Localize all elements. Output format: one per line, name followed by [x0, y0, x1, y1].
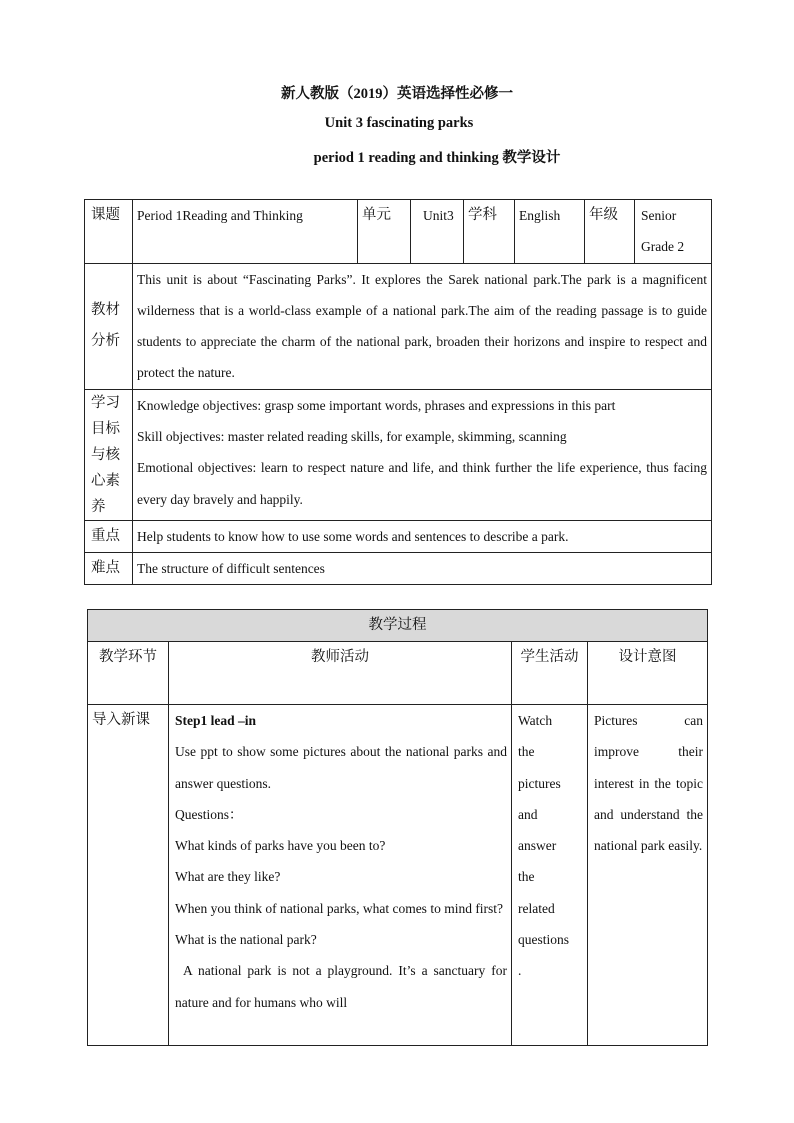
info-row-analysis [85, 263, 712, 389]
objective-skill: Skill objectives: master related reading skills, for example, skimming, scanning [137, 429, 567, 445]
teacher-activity-cell [169, 705, 512, 1046]
info-row-difficult [85, 553, 712, 585]
design-intent-cell: Pictures can improve their interest in the topic and understand the national park easily. [588, 705, 708, 1046]
process-section-title: 教学过程 [88, 610, 708, 642]
process-row-lead-in [88, 705, 708, 1046]
col-header-intent: 设计意图 [588, 642, 708, 705]
teaching-process-table [87, 609, 708, 1046]
subject-label: 学科 [464, 200, 515, 264]
col-header-student: 学生活动 [512, 642, 588, 705]
subject-value: English [515, 200, 585, 264]
col-header-teacher: 教师活动 [169, 642, 512, 705]
teacher-line: Questions： [175, 806, 243, 822]
teacher-line: Use ppt to show some pictures about the national parks and answer questions. [175, 744, 507, 791]
grade-value: Senior Grade 2 [635, 200, 712, 264]
document-title-period: period 1 reading and thinking 教学设计 [313, 150, 561, 166]
document-title-unit: Unit 3 fascinating parks [324, 115, 474, 131]
teacher-line: When you think of national parks, what comes to mind first? [175, 900, 504, 916]
step-title: Step1 lead –in [175, 713, 257, 728]
analysis-label: 教材分析 [85, 263, 133, 389]
lesson-info-table [84, 199, 712, 585]
document-title-cn: 新人教版（2019）英语选择性必修一 [281, 86, 513, 102]
key-label: 重点 [85, 520, 133, 552]
grade-label: 年级 [585, 200, 635, 264]
objective-emotional: Emotional objectives: learn to respect nature and life, and think further the life experience, thus facing every day bravely and happily. [137, 460, 707, 507]
key-value: Help students to know how to use some words and sentences to describe a park. [133, 520, 712, 552]
student-activity-cell: Watch the pictures and answer the related questions . [512, 705, 588, 1046]
col-header-stage: 教学环节 [88, 642, 169, 705]
stage-cell: 导入新课 [88, 705, 169, 1046]
info-row-key [85, 520, 712, 552]
teacher-line: A national park is not a playground. It’s a sanctuary for nature and for humans who will [175, 963, 507, 1010]
teacher-line: What kinds of parks have you been to? [175, 838, 386, 854]
topic-label: 课题 [85, 200, 133, 264]
difficult-label: 难点 [85, 553, 133, 585]
analysis-value: This unit is about “Fascinating Parks”. It explores the Sarek national park.The park is a magnificent wilderness that is a world-class example of a national park.The aim of the reading passage is to guide students to appreciate the charm of the national park, broaden their horizons and inspire to respect and protect the nature. [133, 263, 712, 389]
info-row-objectives [85, 389, 712, 520]
objectives-label: 学习目标与核心素养 [85, 389, 133, 520]
teacher-line: What are they like? [175, 869, 281, 885]
unit-label: 单元 [358, 200, 411, 264]
process-section-row [88, 610, 708, 642]
unit-value: Unit3 [411, 200, 464, 264]
difficult-value: The structure of difficult sentences [133, 553, 712, 585]
objectives-cell [133, 389, 712, 520]
objective-knowledge: Knowledge objectives: grasp some important words, phrases and expressions in this part [137, 397, 616, 413]
teacher-line: What is the national park? [175, 932, 317, 948]
info-row-topic [85, 200, 712, 264]
topic-value: Period 1Reading and Thinking [133, 200, 358, 264]
process-header-row [88, 642, 708, 705]
